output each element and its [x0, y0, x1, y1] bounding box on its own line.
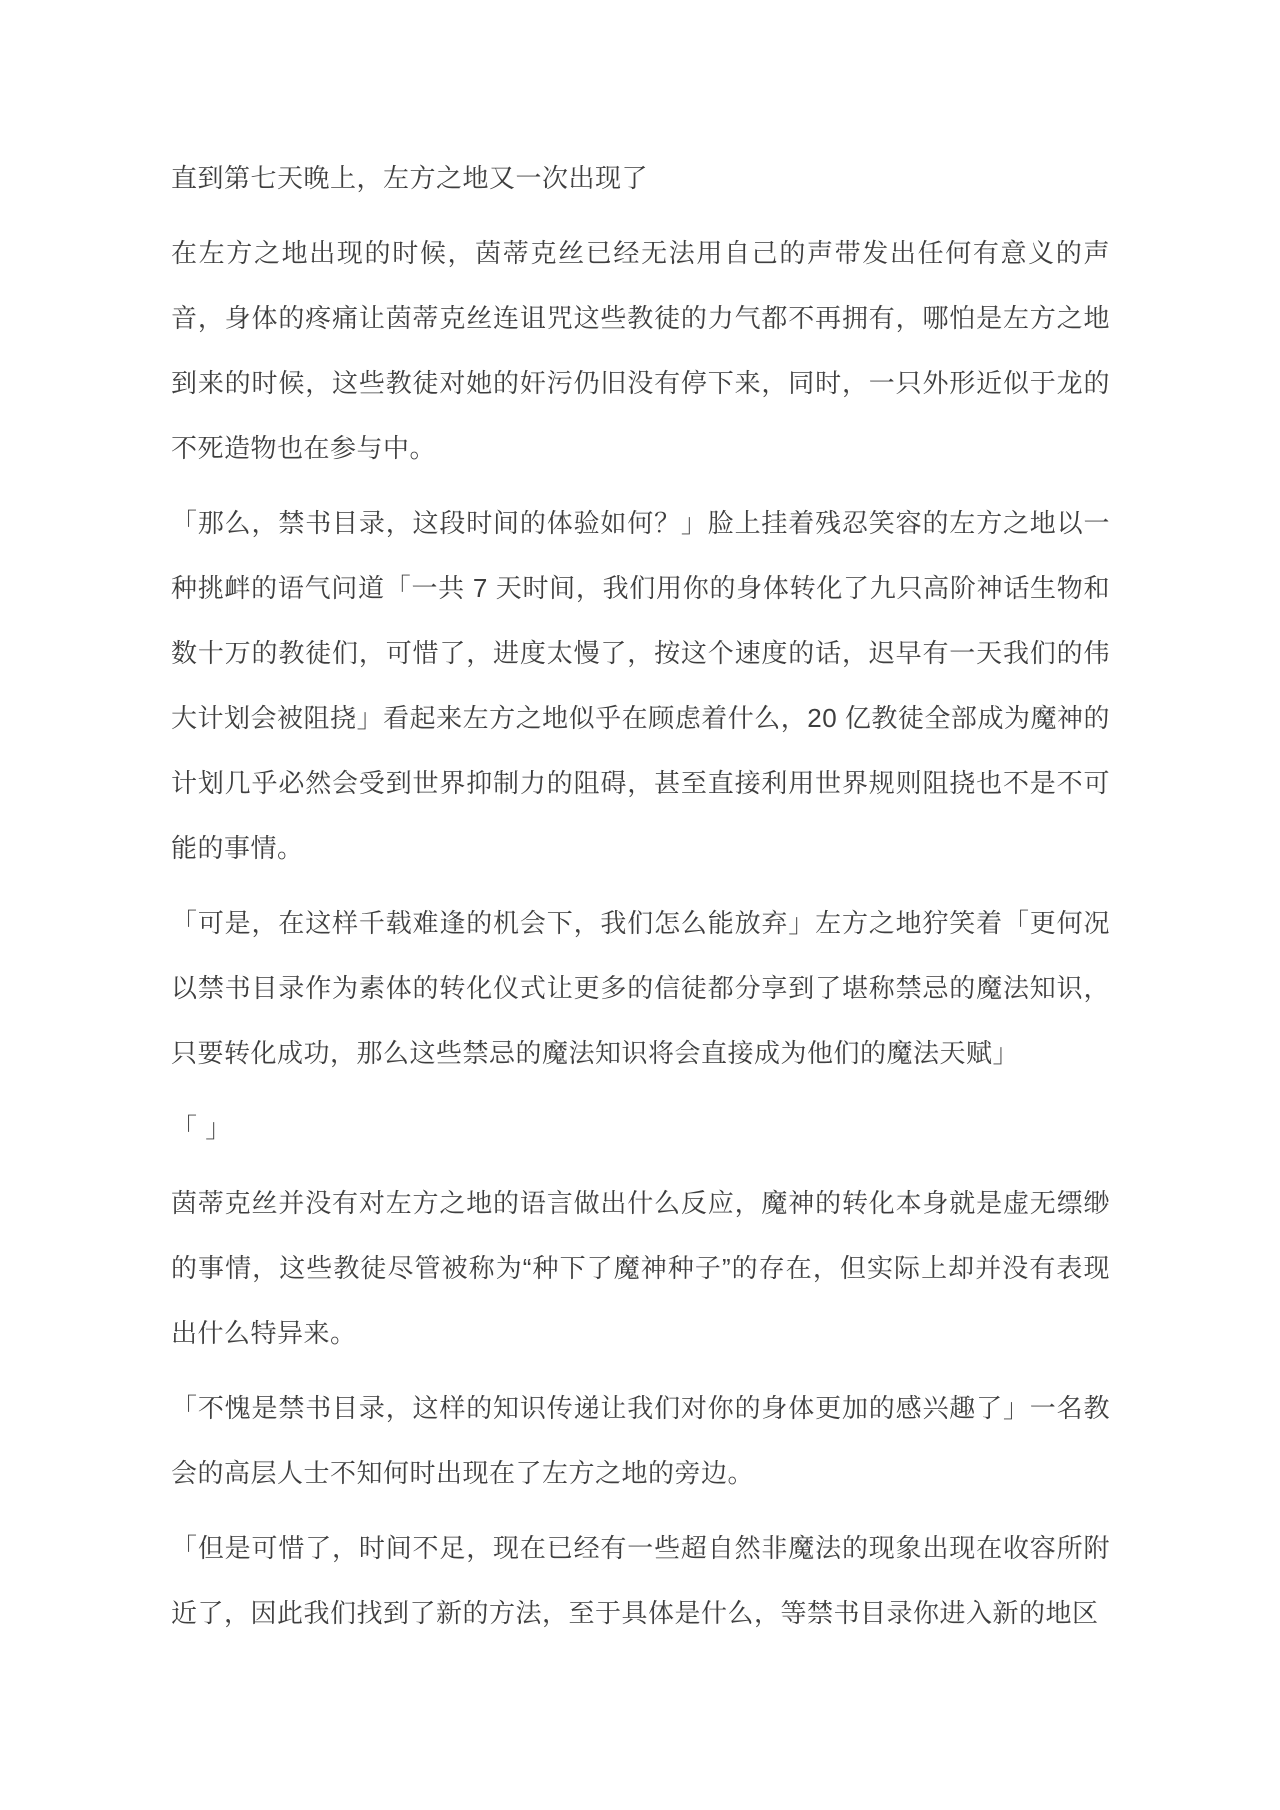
- paragraph-8: 「但是可惜了，时间不足，现在已经有一些超自然非魔法的现象出现在收容所附近了，因此我们找到了新的方法，至于具体是什么，等禁书目录你进入新的地区: [171, 1533, 1110, 1628]
- paragraph-5-empty-quote: 「 」: [171, 1113, 232, 1143]
- paragraph-1: 直到第七天晚上，左方之地又一次出现了: [171, 163, 649, 193]
- paragraph-3: 「那么，禁书目录，这段时间的体验如何？」脸上挂着残忍笑容的左方之地以一种挑衅的语气问道「一共 7 天时间，我们用你的身体转化了九只高阶神话生物和数十万的教徒们，可惜了，进度太慢了，按这个速度的话，迟早有一天我们的伟大计划会被阻挠」看起来左方之地似乎在顾虑着什么，20 亿教徒全部成为魔神的计划几乎必然会受到世界抑制力的阻碍，甚至直接利用世界规则阻挠也不是不可能的事情。: [171, 508, 1110, 863]
- paragraph-7: 「不愧是禁书目录，这样的知识传递让我们对你的身体更加的感兴趣了」一名教会的高层人士不知何时出现在了左方之地的旁边。: [171, 1393, 1110, 1488]
- paragraph-6: 茵蒂克丝并没有对左方之地的语言做出什么反应，魔神的转化本身就是虚无缥缈的事情，这些教徒尽管被称为“种下了魔神种子”的存在，但实际上却并没有表现出什么特异来。: [171, 1188, 1110, 1348]
- paragraph-4: 「可是，在这样千载难逢的机会下，我们怎么能放弃」左方之地狞笑着「更何况以禁书目录作为素体的转化仪式让更多的信徒都分享到了堪称禁忌的魔法知识，只要转化成功，那么这些禁忌的魔法知识将会直接成为他们的魔法天赋」: [171, 908, 1110, 1068]
- paragraph-2: 在左方之地出现的时候，茵蒂克丝已经无法用自己的声带发出任何有意义的声音，身体的疼痛让茵蒂克丝连诅咒这些教徒的力气都不再拥有，哪怕是左方之地到来的时候，这些教徒对她的奸污仍旧没有停下来，同时，一只外形近似于龙的不死造物也在参与中。: [171, 238, 1110, 463]
